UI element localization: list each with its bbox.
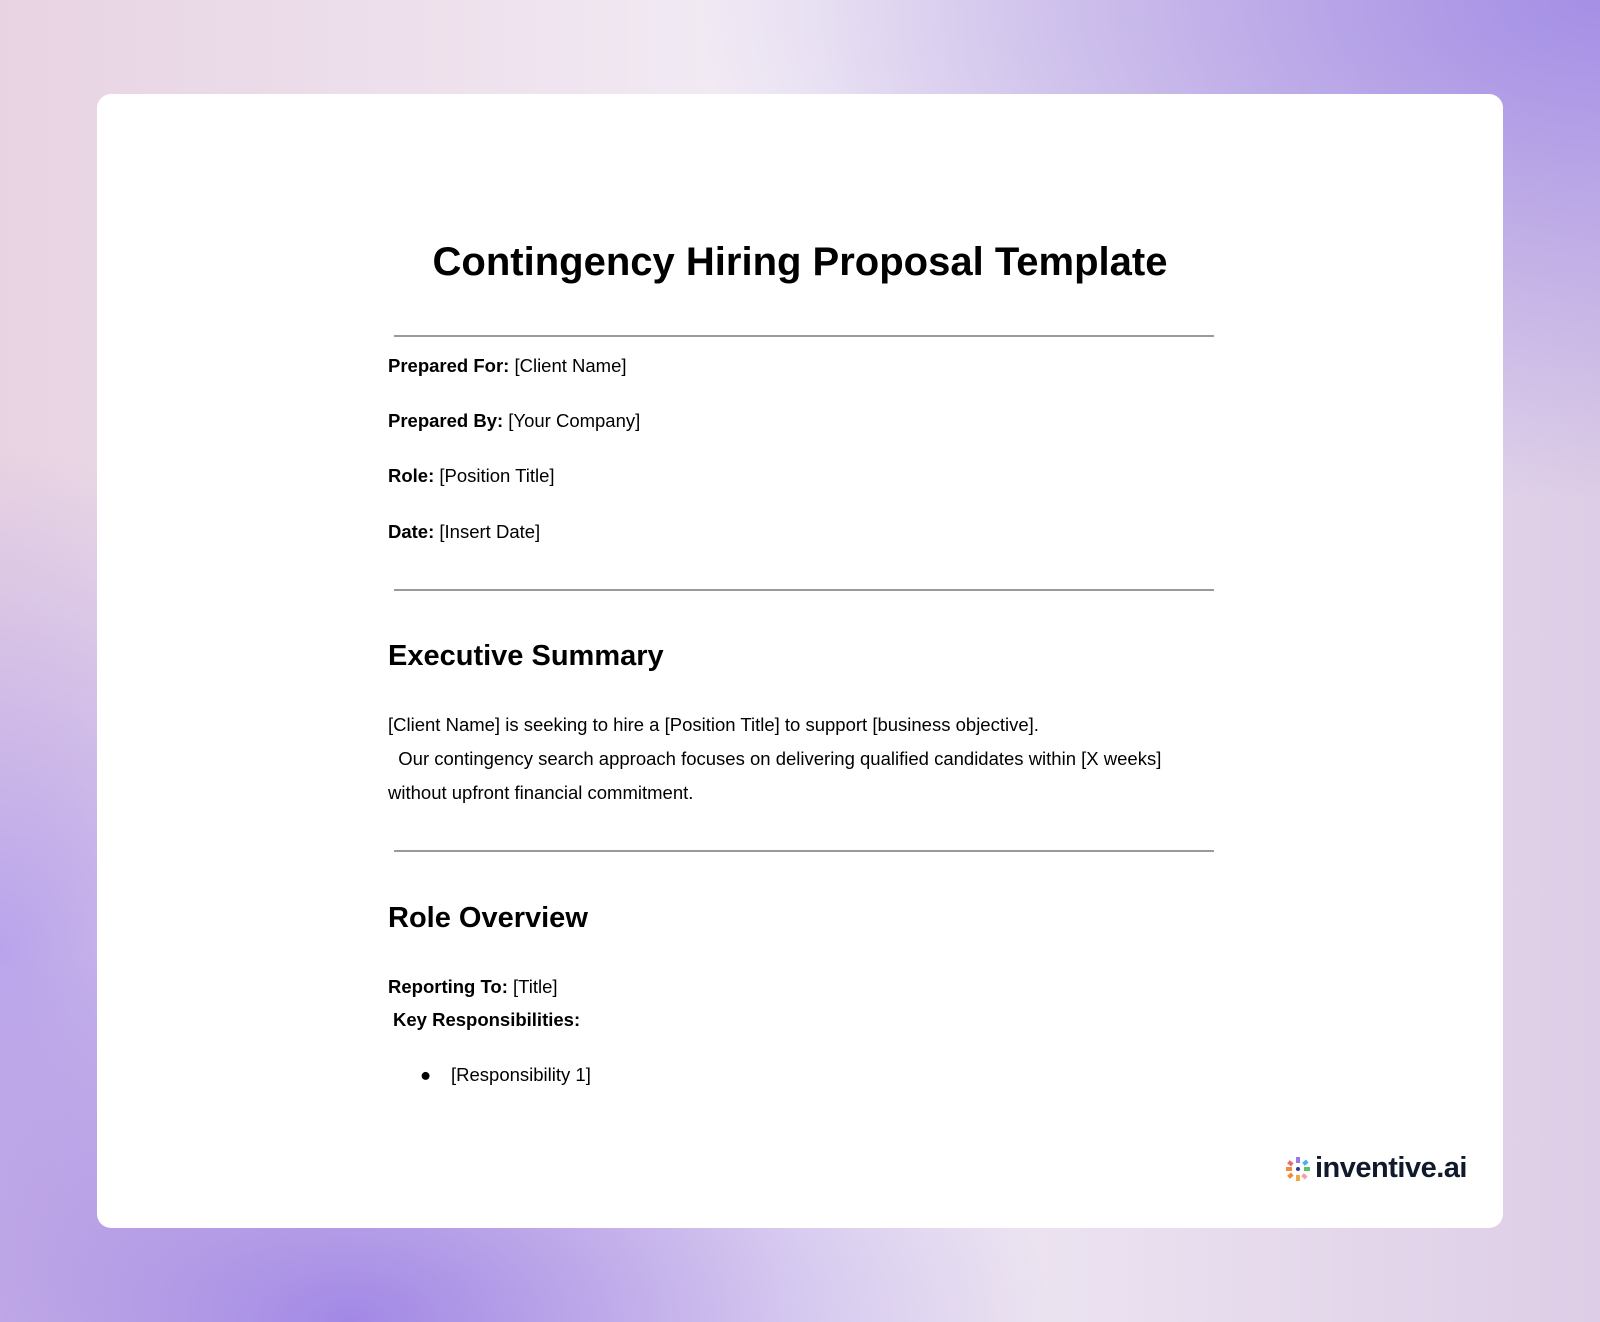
reporting-to bbox=[388, 976, 558, 998]
executive-summary-heading: Executive Summary bbox=[388, 640, 664, 672]
executive-summary-line: without upfront financial commitment. bbox=[388, 782, 694, 803]
field-prepared-by bbox=[388, 410, 640, 432]
field-value: [Your Company] bbox=[503, 410, 641, 431]
executive-summary-line: Our contingency search approach focuses on delivering qualified candidates within [X weeks] bbox=[388, 748, 1162, 769]
divider bbox=[394, 589, 1214, 591]
inventive-logo bbox=[1285, 1152, 1467, 1185]
bullet-icon: ● bbox=[420, 1064, 432, 1085]
field-value: [Title] bbox=[507, 976, 558, 997]
field-label: Prepared By: bbox=[388, 410, 504, 431]
field-value: [Insert Date] bbox=[434, 521, 541, 542]
field-label: Prepared For: bbox=[388, 355, 510, 376]
field-value: [Client Name] bbox=[509, 355, 627, 376]
divider bbox=[394, 850, 1214, 852]
role-overview-heading: Role Overview bbox=[388, 902, 588, 934]
responsibility-item: [Responsibility 1] bbox=[451, 1064, 591, 1085]
divider bbox=[394, 335, 1214, 337]
logo-text: inventive.ai bbox=[1315, 1152, 1467, 1184]
field-value: [Position Title] bbox=[434, 465, 555, 486]
field-label: Reporting To: bbox=[388, 976, 508, 997]
field-prepared-for bbox=[388, 355, 627, 377]
field-label: Date: bbox=[388, 521, 435, 542]
field-role bbox=[388, 465, 555, 487]
document-title: Contingency Hiring Proposal Template bbox=[432, 240, 1168, 284]
field-label: Role: bbox=[388, 465, 435, 486]
executive-summary-line: [Client Name] is seeking to hire a [Position Title] to support [business objective]. bbox=[388, 714, 1039, 735]
logo-mark-icon bbox=[1285, 1156, 1311, 1182]
field-date bbox=[388, 521, 540, 543]
document-card bbox=[97, 94, 1503, 1228]
key-responsibilities-label: Key Responsibilities: bbox=[393, 1009, 581, 1030]
